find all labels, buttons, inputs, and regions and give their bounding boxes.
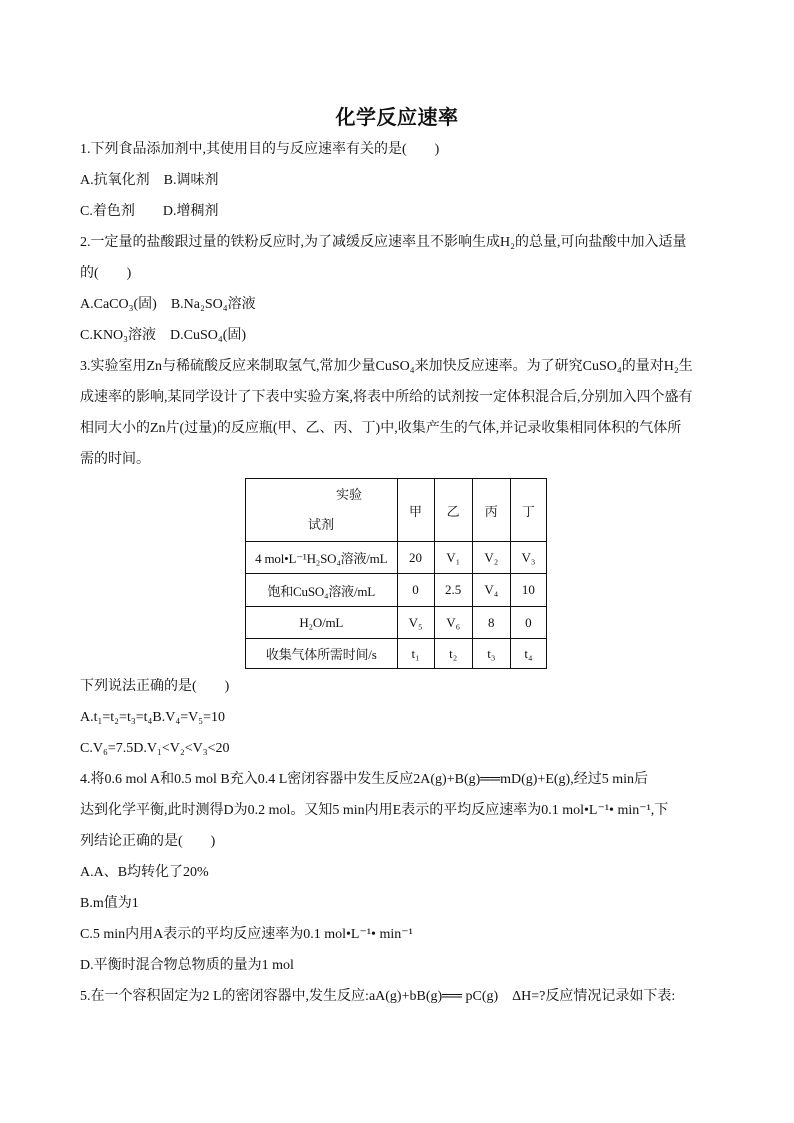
question-4-stem-line: 列结论正确的是( ): [80, 834, 216, 849]
column-header: 乙: [434, 479, 472, 542]
question-1-stem: 1.下列食品添加剂中,其使用目的与反应速率有关的是( ): [80, 142, 440, 157]
row-label: 4 mol•L⁻¹H₂SO₄溶液/mL: [246, 542, 398, 574]
row-label: H₂O/mL: [246, 607, 398, 639]
table-cell: t₂: [434, 639, 472, 669]
question-4-stem-line: 4.将0.6 mol A和0.5 mol B充入0.4 L密闭容器中发生反应2A(g)+B(g)══mD(g)+E(g),经过5 min后: [80, 772, 648, 787]
question-3-options-cd: C.V₆=7.5D.V₁<V₂<V₃<20: [80, 741, 230, 756]
question-4-option-c: C.5 min内用A表示的平均反应速率为0.1 mol•L⁻¹• min⁻¹: [80, 927, 413, 942]
question-1-options-ab: A.抗氧化剂 B.调味剂: [80, 173, 219, 188]
document-body: [80, 134, 740, 1012]
table-cell: t₃: [472, 639, 510, 669]
row-label: 收集气体所需时间/s: [246, 639, 398, 669]
table-cell: t₄: [510, 639, 546, 669]
table-cell: V₂: [472, 542, 510, 574]
column-header: 甲: [397, 479, 434, 542]
experiment-table-wrapper: [245, 478, 547, 669]
table-cell: V₃: [510, 542, 546, 574]
question-4-option-d: D.平衡时混合物总物质的量为1 mol: [80, 958, 294, 973]
experiment-table: [245, 478, 547, 669]
table-cell: V₅: [397, 607, 434, 639]
page-title: 化学反应速率: [335, 107, 459, 129]
column-header: 丁: [510, 479, 546, 542]
row-label: 饱和CuSO₄溶液/mL: [246, 574, 398, 607]
question-2-stem-line: 的( ): [80, 266, 132, 281]
table-cell: 20: [397, 542, 434, 574]
table-cell: V₆: [434, 607, 472, 639]
question-1-options-cd: C.着色剂 D.增稠剂: [80, 204, 219, 219]
question-3-stem-line: 成速率的影响,某同学设计了下表中实验方案,将表中所给的试剂按一定体积混合后,分别加入四个盛有: [80, 390, 693, 405]
table-cell: 10: [510, 574, 546, 607]
table-row: [246, 574, 547, 607]
table-cell: V₁: [434, 542, 472, 574]
question-2-options-cd: C.KNO₃溶液 D.CuSO₄(固): [80, 328, 247, 343]
question-4-option-a: A.A、B均转化了20%: [80, 865, 209, 880]
question-2-stem-line: 2.一定量的盐酸跟过量的铁粉反应时,为了减缓反应速率且不影响生成H₂的总量,可向盐酸中加入适量: [80, 235, 687, 250]
question-3-stem-line: 需的时间。: [80, 452, 150, 467]
question-4-option-b: B.m值为1: [80, 896, 139, 911]
question-3-prompt: 下列说法正确的是( ): [80, 679, 230, 694]
question-3-stem-line: 相同大小的Zn片(过量)的反应瓶(甲、乙、丙、丁)中,收集产生的气体,并记录收集相同体积的气体所: [80, 421, 682, 436]
table-cell: 2.5: [434, 574, 472, 607]
table-header-row: [246, 479, 547, 542]
column-header: 丙: [472, 479, 510, 542]
table-cell: t₁: [397, 639, 434, 669]
table-cell: 8: [472, 607, 510, 639]
header-reagent-label: 试剂: [308, 517, 335, 532]
question-5-stem: 5.在一个容积固定为2 L的密闭容器中,发生反应:aA(g)+bB(g)══ pC(g) ΔH=?反应情况记录如下表:: [80, 989, 676, 1004]
header-experiment-label: 实验: [336, 487, 363, 502]
question-4-stem-line: 达到化学平衡,此时测得D为0.2 mol。又知5 min内用E表示的平均反应速率为0.1 mol•L⁻¹• min⁻¹,下: [80, 803, 669, 818]
table-row: [246, 639, 547, 669]
question-2-options-ab: A.CaCO₃(固) B.Na₂SO₄溶液: [80, 297, 256, 312]
table-cell: V₄: [472, 574, 510, 607]
table-cell: 0: [397, 574, 434, 607]
table-row: [246, 607, 547, 639]
table-row: [246, 542, 547, 574]
question-3-options-ab: A.t₁=t₂=t₃=t₄B.V₄=V₅=10: [80, 710, 225, 725]
question-3-stem-line: 3.实验室用Zn与稀硫酸反应来制取氢气,常加少量CuSO₄来加快反应速率。为了研究CuSO₄的量对H₂生: [80, 359, 693, 374]
table-cell: 0: [510, 607, 546, 639]
table-corner-header: [246, 479, 398, 542]
